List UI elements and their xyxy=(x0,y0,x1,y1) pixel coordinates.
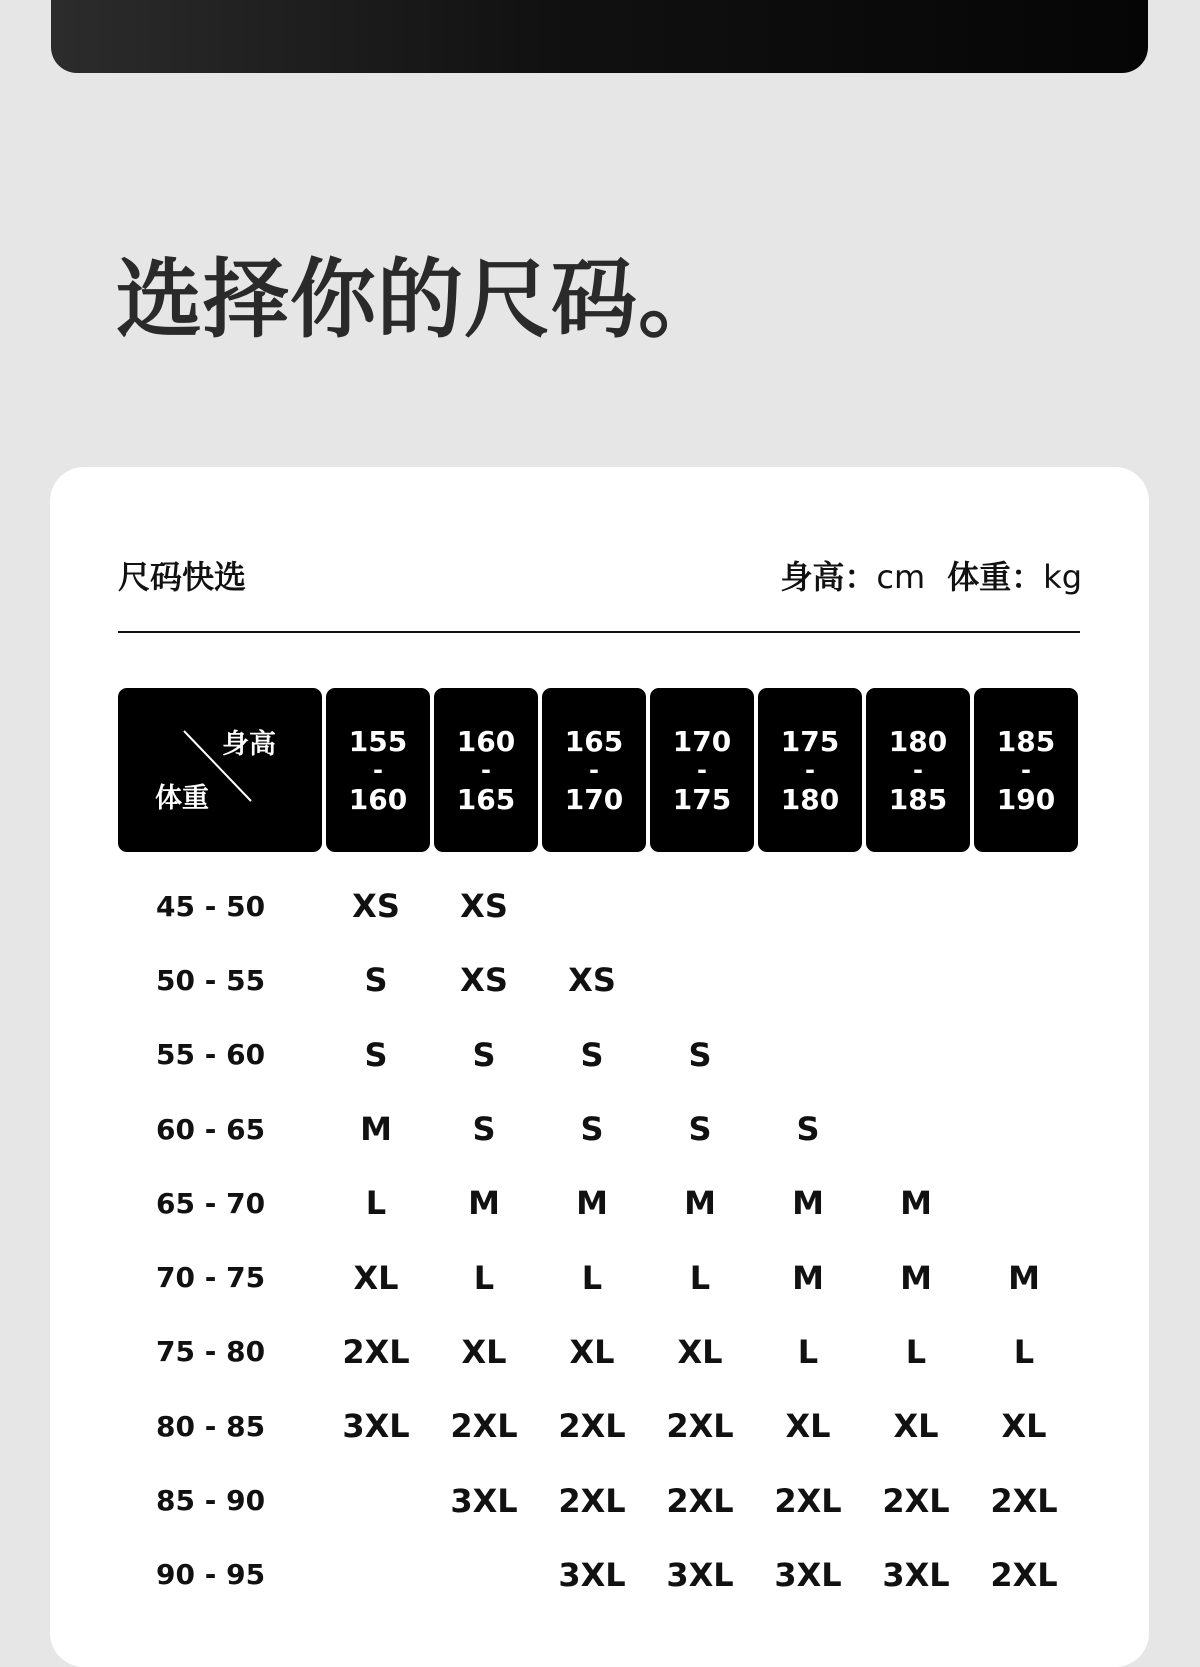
weight-range-label: 90 - 95 xyxy=(156,1558,266,1592)
size-guide-card xyxy=(50,467,1149,1667)
size-cell: M xyxy=(792,1184,824,1223)
size-cell: L xyxy=(365,1184,387,1223)
size-cell: M xyxy=(792,1258,824,1297)
size-cell: 2XL xyxy=(450,1407,518,1446)
weight-range-label: 75 - 80 xyxy=(156,1335,266,1369)
height-range-to: 180 xyxy=(780,782,840,816)
size-cell: S xyxy=(796,1110,820,1149)
table-row xyxy=(118,1240,1078,1314)
table-row xyxy=(118,1538,1078,1612)
size-cell: L xyxy=(473,1258,495,1297)
height-header-cell xyxy=(974,688,1078,852)
table-row xyxy=(118,1018,1078,1092)
size-cell: XS xyxy=(352,887,400,926)
height-range-to: 185 xyxy=(888,782,948,816)
weight-unit-label: 体重： xyxy=(947,558,1044,596)
table-row xyxy=(118,869,1078,943)
size-cell: L xyxy=(581,1258,603,1297)
size-cell: 3XL xyxy=(774,1555,842,1594)
height-unit: cm xyxy=(876,558,926,596)
size-cell: XL xyxy=(785,1407,831,1446)
height-range-to: 165 xyxy=(456,782,516,816)
size-cell: 3XL xyxy=(450,1481,518,1520)
size-cell: S xyxy=(580,1110,604,1149)
size-cell: S xyxy=(364,961,388,1000)
height-range-from: 160 xyxy=(456,724,516,758)
size-cell: 2XL xyxy=(774,1481,842,1520)
size-cell: L xyxy=(797,1332,819,1371)
size-cell: XL xyxy=(677,1332,723,1371)
height-header-cell xyxy=(542,688,646,852)
size-cell: XL xyxy=(893,1407,939,1446)
height-range-from: 165 xyxy=(564,724,624,758)
height-range-sep: - xyxy=(697,755,707,784)
table-row xyxy=(118,943,1078,1017)
weight-range-label: 85 - 90 xyxy=(156,1484,266,1518)
size-cell: S xyxy=(472,1110,496,1149)
height-range-to: 175 xyxy=(672,782,732,816)
size-cell: 2XL xyxy=(342,1332,410,1371)
size-cell: M xyxy=(576,1184,608,1223)
corner-height-label: 身高 xyxy=(222,729,276,760)
size-cell: 2XL xyxy=(990,1481,1058,1520)
size-cell: XS xyxy=(460,887,508,926)
size-cell: 2XL xyxy=(990,1555,1058,1594)
weight-range-label: 60 - 65 xyxy=(156,1112,266,1146)
weight-range-label: 55 - 60 xyxy=(156,1038,266,1072)
size-cell: L xyxy=(905,1332,927,1371)
size-cell: M xyxy=(900,1184,932,1223)
table-row xyxy=(118,1166,1078,1240)
height-range-to: 190 xyxy=(996,782,1056,816)
size-cell: L xyxy=(689,1258,711,1297)
size-cell: M xyxy=(684,1184,716,1223)
units-legend xyxy=(780,557,1082,597)
table-corner-cell xyxy=(118,688,322,852)
size-cell: XS xyxy=(460,961,508,1000)
height-range-from: 180 xyxy=(888,724,948,758)
size-cell: M xyxy=(360,1110,392,1149)
size-cell: 3XL xyxy=(882,1555,950,1594)
height-header-row xyxy=(118,688,1078,852)
weight-range-label: 65 - 70 xyxy=(156,1186,266,1220)
height-unit-label: 身高： xyxy=(780,558,877,596)
height-range-sep: - xyxy=(1021,755,1031,784)
height-range-from: 175 xyxy=(780,724,840,758)
height-header-cell xyxy=(326,688,430,852)
size-cell: S xyxy=(472,1035,496,1074)
height-range-from: 170 xyxy=(672,724,732,758)
size-rows xyxy=(118,869,1078,1612)
height-range-sep: - xyxy=(481,755,491,784)
size-cell: M xyxy=(900,1258,932,1297)
size-cell: 2XL xyxy=(558,1407,626,1446)
weight-range-label: 50 - 55 xyxy=(156,963,266,997)
weight-range-label: 45 - 50 xyxy=(156,889,266,923)
table-row xyxy=(118,1463,1078,1537)
card-title: 尺码快选 xyxy=(118,558,247,596)
weight-unit: kg xyxy=(1043,558,1082,596)
table-row xyxy=(118,1092,1078,1166)
size-cell: M xyxy=(1008,1258,1040,1297)
diagonal-divider-icon xyxy=(118,688,322,852)
top-banner xyxy=(51,0,1148,73)
height-header-cell xyxy=(434,688,538,852)
size-cell: 3XL xyxy=(558,1555,626,1594)
size-cell: XL xyxy=(353,1258,399,1297)
height-range-to: 170 xyxy=(564,782,624,816)
size-cell: XL xyxy=(461,1332,507,1371)
weight-range-label: 70 - 75 xyxy=(156,1261,266,1295)
size-cell: XS xyxy=(568,961,616,1000)
height-range-sep: - xyxy=(373,755,383,784)
size-cell: S xyxy=(688,1110,712,1149)
divider xyxy=(118,631,1080,633)
height-header-cell xyxy=(650,688,754,852)
table-row xyxy=(118,1389,1078,1463)
height-header-cell xyxy=(758,688,862,852)
size-cell: 3XL xyxy=(666,1555,734,1594)
height-range-from: 185 xyxy=(996,724,1056,758)
height-range-to: 160 xyxy=(348,782,408,816)
height-header-cell xyxy=(866,688,970,852)
height-range-sep: - xyxy=(913,755,923,784)
size-cell: XL xyxy=(569,1332,615,1371)
size-cell: 3XL xyxy=(342,1407,410,1446)
size-cell: XL xyxy=(1001,1407,1047,1446)
height-range-sep: - xyxy=(589,755,599,784)
size-cell: 2XL xyxy=(558,1481,626,1520)
size-cell: M xyxy=(468,1184,500,1223)
table-row xyxy=(118,1315,1078,1389)
height-range-sep: - xyxy=(805,755,815,784)
size-cell: S xyxy=(364,1035,388,1074)
height-range-from: 155 xyxy=(348,724,408,758)
size-cell: S xyxy=(580,1035,604,1074)
size-cell: 2XL xyxy=(882,1481,950,1520)
page-title: 选择你的尺码。 xyxy=(116,250,725,350)
size-cell: S xyxy=(688,1035,712,1074)
corner-weight-label: 体重 xyxy=(155,783,209,814)
size-cell: L xyxy=(1013,1332,1035,1371)
weight-range-label: 80 - 85 xyxy=(156,1409,266,1443)
size-cell: 2XL xyxy=(666,1407,734,1446)
size-cell: 2XL xyxy=(666,1481,734,1520)
